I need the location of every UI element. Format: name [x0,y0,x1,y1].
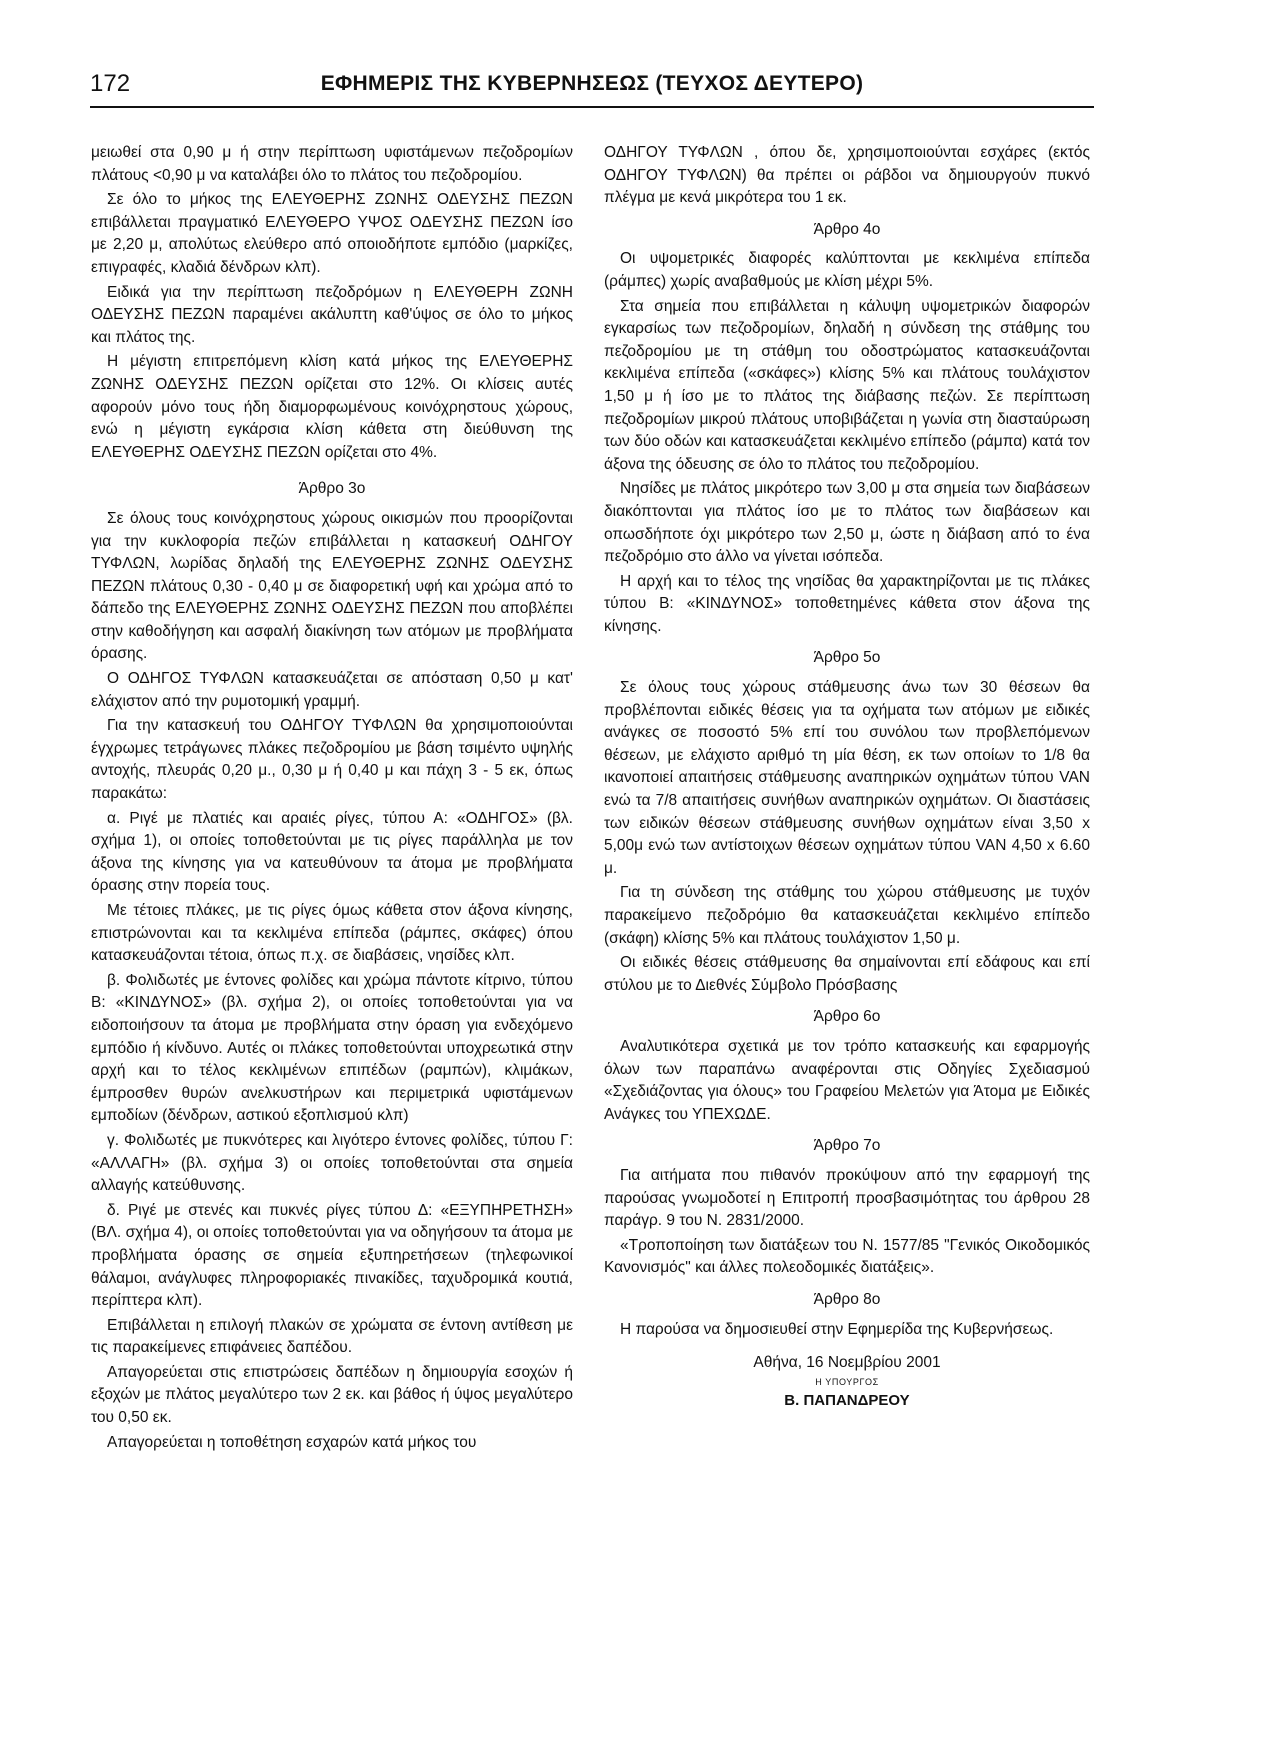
paragraph: Σε όλους τους κοινόχρηστους χώρους οικισμών που προορίζονται για την κυκλοφορία πεζών επιβάλλεται η κατασκευή ΟΔΗΓΟΥ ΤΥΦΛΩΝ, λωρίδας δηλαδή της ΕΛΕΥΘΕΡΗΣ ΖΩΝΗΣ ΟΔΕΥΣΗΣ ΠΕΖΩΝ πλάτους 0,30 - 0,40 μ σε διαφορετική υφή και χρώμα από το δάπεδο της ΕΛΕΥΘΕΡΗΣ ΖΩΝΗΣ ΟΔΕΥΣΗΣ ΠΕΖΩΝ που αποβλέπει στην καθοδήγηση και ασφαλή διακίνηση των ατόμων με προβλήματα όρασης. [91,509,573,663]
gazette-title: ΕΦΗΜΕΡΙΣ ΤΗΣ ΚΥΒΕΡΝΗΣΕΩΣ (ΤΕΥΧΟΣ ΔΕΥΤΕΡΟ) [320,72,864,95]
article-heading: Άρθρο 8ο [813,1290,881,1308]
page-header [90,62,1094,108]
article-heading: Άρθρο 5ο [813,649,881,667]
paragraph: Η παρούσα να δημοσιευθεί στην Εφημερίδα της Κυβερνήσεως. [620,1320,1054,1338]
paragraph: Για αιτήματα που πιθανόν προκύψουν από την εφαρμογή της παρούσας γνωμοδοτεί η Επιτροπή προσβασιμότητας του άρθρου 28 παράγρ. 9 του Ν. 2831/2000. [604,1166,1090,1230]
paragraph: μειωθεί στα 0,90 μ ή στην περίπτωση υφιστάμενων πεζοδρομίων πλάτους <0,90 μ να καταλάβει όλο το πλάτος του πεζοδρομίου. [91,144,573,184]
paragraph: Η μέγιστη επιτρεπόμενη κλίση κατά μήκος της ΕΛΕΥΘΕΡΗΣ ΖΩΝΗΣ ΟΔΕΥΣΗΣ ΠΕΖΩΝ ορίζεται στο 12%. Οι κλίσεις αυτές αφορούν μόνο τους ήδη διαμορφωμένους κοινόχρηστους χώρους, ενώ η μέγιστη εγκάρσια κλίση κάθετα στη διεύθυνση της ΕΛΕΥΘΕΡΗΣ ΟΔΕΥΣΗΣ ΠΕΖΩΝ ορίζεται στο 4%. [91,353,573,461]
paragraph: Απαγορεύεται στις επιστρώσεις δαπέδων η δημιουργία εσοχών ή εξοχών με πλάτος μεγαλύτερο των 2 εκ. και βάθος ή ύψος μεγαλύτερο του 0,50 εκ. [91,1363,573,1427]
paragraph: δ. Ριγέ με στενές και πυκνές ρίγες τύπου Δ: «ΕΞΥΠΗΡΕΤΗΣΗ» (ΒΛ. σχήμα 4), οι οποίες τοποθετούνται για να οδηγήσουν τα άτομα με προβλήματα όρασης σε σημεία εξυπηρετήσεων (τηλεφωνικοί θάλαμοι, ανάγλυφες πληροφοριακές πινακίδες, ταχυδρομικά κουτιά, περίπτερα κλπ). [91,1201,573,1310]
signature-name: Β. ΠΑΠΑΝΔΡΕΟΥ [784,1392,910,1410]
paragraph: Με τέτοιες πλάκες, με τις ρίγες όμως κάθετα στον άξονα κίνησης, επιστρώνονται και τα κεκλιμένα επίπεδα (ράμπες, σκάφες) όπου κατασκευάζονται τέτοια, όπως π.χ. σε διαβάσεις, νησίδες κλπ. [91,902,573,965]
paragraph: Οι ειδικές θέσεις στάθμευσης θα σημαίνονται επί εδάφους και επί στύλου με το Διεθνές Σύμβολο Πρόσβασης [604,954,1090,994]
paragraph: γ. Φολιδωτές με πυκνότερες και λιγότερο έντονες φολίδες, τύπου Γ: «ΑΛΛΑΓΗ» (βλ. σχήμα 3) οι οποίες τοποθετούνται στα σημεία αλλαγής κατεύθυνσης. [91,1131,573,1195]
paragraph: Στα σημεία που επιβάλλεται η κάλυψη υψομετρικών διαφορών εγκαρσίως των πεζοδρομίων, δηλαδή η σύνδεση της στάθμης του πεζοδρομίου με τη στάθμη του οδοστρώματος κατασκευάζονται κεκλιμένα επίπεδα («σκάφες») κλίσης 5% και πλάτους τουλάχιστον 1,50 μ ή ίσο με το πλάτος της διάβασης πεζών. Σε περίπτωση πεζοδρομίων μικρού πλάτους υποβιβάζεται η γωνία στη διασταύρωση των δύο οδών και κατασκευάζεται κεκλιμένο επίπεδο (ράμπα) κατά τον άξονα της όδευσης σε όλο το πλάτος του πεζοδρομίου. [604,297,1090,473]
paragraph: Επιβάλλεται η επιλογή πλακών σε χρώματα σε έντονη αντίθεση με τις παρακείμενες επιφάνειες δαπέδου. [91,1316,573,1357]
paragraph: Ειδικά για την περίπτωση πεζοδρόμων η ΕΛΕΥΘΕΡΗ ΖΩΝΗ ΟΔΕΥΣΗΣ ΠΕΖΩΝ παραμένει ακάλυπτη καθ'ύψος σε όλο το μήκος και πλάτος της. [91,283,573,346]
article-heading: Άρθρο 3ο [298,480,366,498]
article-heading: Άρθρο 4ο [813,220,881,238]
paragraph: Σε όλους τους χώρους στάθμευσης άνω των 30 θέσεων θα προβλέπονται ειδικές θέσεις για τα οχήματα των ατόμων με ειδικές ανάγκες σε ποσοστό 5% επί του συνόλου των προβλεπόμενων θέσεων, με ελάχιστο αριθμό τη μία θέση, εκ των οποίων το 1/8 θα ικανοποιεί απαιτήσεις στάθμευσης αναπηρικών οχημάτων τύπου VAN ενώ τα 7/8 απαιτήσεις συνήθων αναπηρικών οχημάτων. Οι διαστάσεις των ειδικών θέσεων στάθμευσης συνήθων οχημάτων είναι 3,50 x 5,00μ ενώ των αντίστοιχων θέσεων οχημάτων τύπου VAN 4,50 x 6.60 μ. [604,679,1090,877]
left-column [91,142,573,1456]
paragraph: Για την κατασκευή του ΟΔΗΓΟΥ ΤΥΦΛΩΝ θα χρησιμοποιούνται έγχρωμες τετράγωνες πλάκες πεζοδρομίου με βάση τσιμέντο υψηλής αντοχής, πλευράς 0,20 μ., 0,30 μ ή 0,40 μ και πάχη 3 - 5 εκ, όπως παρακάτω: [91,717,573,803]
paragraph: «Τροποποίηση των διατάξεων του Ν. 1577/85 "Γενικός Οικοδομικός Κανονισμός" και άλλες πολεοδομικές διατάξεις». [604,1236,1090,1277]
signature-role: Η ΥΠΟΥΡΓΟΣ [815,1377,879,1388]
article-heading: Άρθρο 7ο [813,1137,881,1155]
paragraph: β. Φολιδωτές με έντονες φολίδες και χρώμα πάντοτε κίτρινο, τύπου Β: «ΚΙΝΔΥΝΟΣ» (βλ. σχήμα 2), οι οποίες τοποθετούνται για να ειδοποιήσουν τα άτομα με προβλήματα στην όραση για ενδεχόμενο εμπόδιο ή κίνδυνο. Αυτές οι πλάκες τοποθετούνται υποχρεωτικά στην αρχή και το τέλος κεκλιμένων επιπέδων (ραμπών), κλιμάκων, έμπροσθεν θυρών ανελκυστήρων και περιμετρικά υφιστάμενων εμποδίων (δένδρων, αστικού εξοπλισμού κλπ) [91,971,573,1125]
paragraph: Αναλυτικότερα σχετικά με τον τρόπο κατασκευής και εφαρμογής όλων των παραπάνω αναφέρονται στις Οδηγίες Σχεδιασμού «Σχεδιάζοντας για όλους» του Γραφείου Μελετών για Άτομα με Ειδικές Ανάγκες του ΥΠΕΧΩΔΕ. [604,1037,1090,1123]
paragraph: Για τη σύνδεση της στάθμης του χώρου στάθμευσης με τυχόν παρακείμενο πεζοδρόμιο θα κατασκευάζεται κεκλιμένο επίπεδο (σκάφη) κλίσης 5% και πλάτους τουλάχιστον 1,50 μ. [604,884,1090,947]
signature-block [604,1351,1090,1413]
paragraph: Απαγορεύεται η τοποθέτηση εσχαρών κατά μήκος του [107,1433,477,1451]
paragraph: ΟΔΗΓΟΥ ΤΥΦΛΩΝ , όπου δε, χρησιμοποιούνται εσχάρες (εκτός ΟΔΗΓΟΥ ΤΥΦΛΩΝ) θα πρέπει οι ράβδοι να δημιουργούν πυκνό πλέγμα με κενά μικρότερα του 1 εκ. [604,144,1090,207]
article-heading: Άρθρο 6ο [813,1008,881,1026]
paragraph: Οι υψομετρικές διαφορές καλύπτονται με κεκλιμένα επίπεδα (ράμπες) χωρίς αναβαθμούς με κλίση μέχρι 5%. [604,250,1090,290]
paragraph: Η αρχή και το τέλος της νησίδας θα χαρακτηρίζονται με τις πλάκες τύπου Β: «ΚΙΝΔΥΝΟΣ» τοποθετημένες κάθετα στον άξονα της κίνησης. [604,572,1090,635]
paragraph: α. Ριγέ με πλατιές και αραιές ρίγες, τύπου Α: «ΟΔΗΓΟΣ» (βλ. σχήμα 1), οι οποίες τοποθετούνται με τις ρίγες παράλληλα με τον άξονα της κίνησης για να κατευθύνουν τα άτομα με προβλήματα όρασης στην πορεία τους. [91,809,573,895]
right-column [604,142,1090,1413]
paragraph: Σε όλο το μήκος της ΕΛΕΥΘΕΡΗΣ ΖΩΝΗΣ ΟΔΕΥΣΗΣ ΠΕΖΩΝ επιβάλλεται πραγματικό ΕΛΕΥΘΕΡΟ ΥΨΟΣ ΟΔΕΥΣΗΣ ΠΕΖΩΝ ίσο με 2,20 μ, απολύτως ελεύθερο από οποιοδήποτε εμπόδιο (μαρκίζες, επιγραφές, κλαδιά δένδρων κλπ). [91,191,573,276]
page-number: 172 [90,70,131,97]
paragraph: Νησίδες με πλάτος μικρότερο των 3,00 μ στα σημεία των διαβάσεων διακόπτονται για πλάτος ίσο με το πλάτος των διαβάσεων και οπωσδήποτε όχι μικρότερο των 2,50 μ, ώστε η διάβαση από το ένα πεζοδρόμιο στο άλλο να γίνεται ισόπεδα. [604,480,1090,566]
paragraph: Ο ΟΔΗΓΟΣ ΤΥΦΛΩΝ κατασκευάζεται σε απόσταση 0,50 μ κατ' ελάχιστον από την ρυμοτομική γραμμή. [91,670,573,710]
signature-date: Αθήνα, 16 Νοεμβρίου 2001 [753,1354,941,1372]
